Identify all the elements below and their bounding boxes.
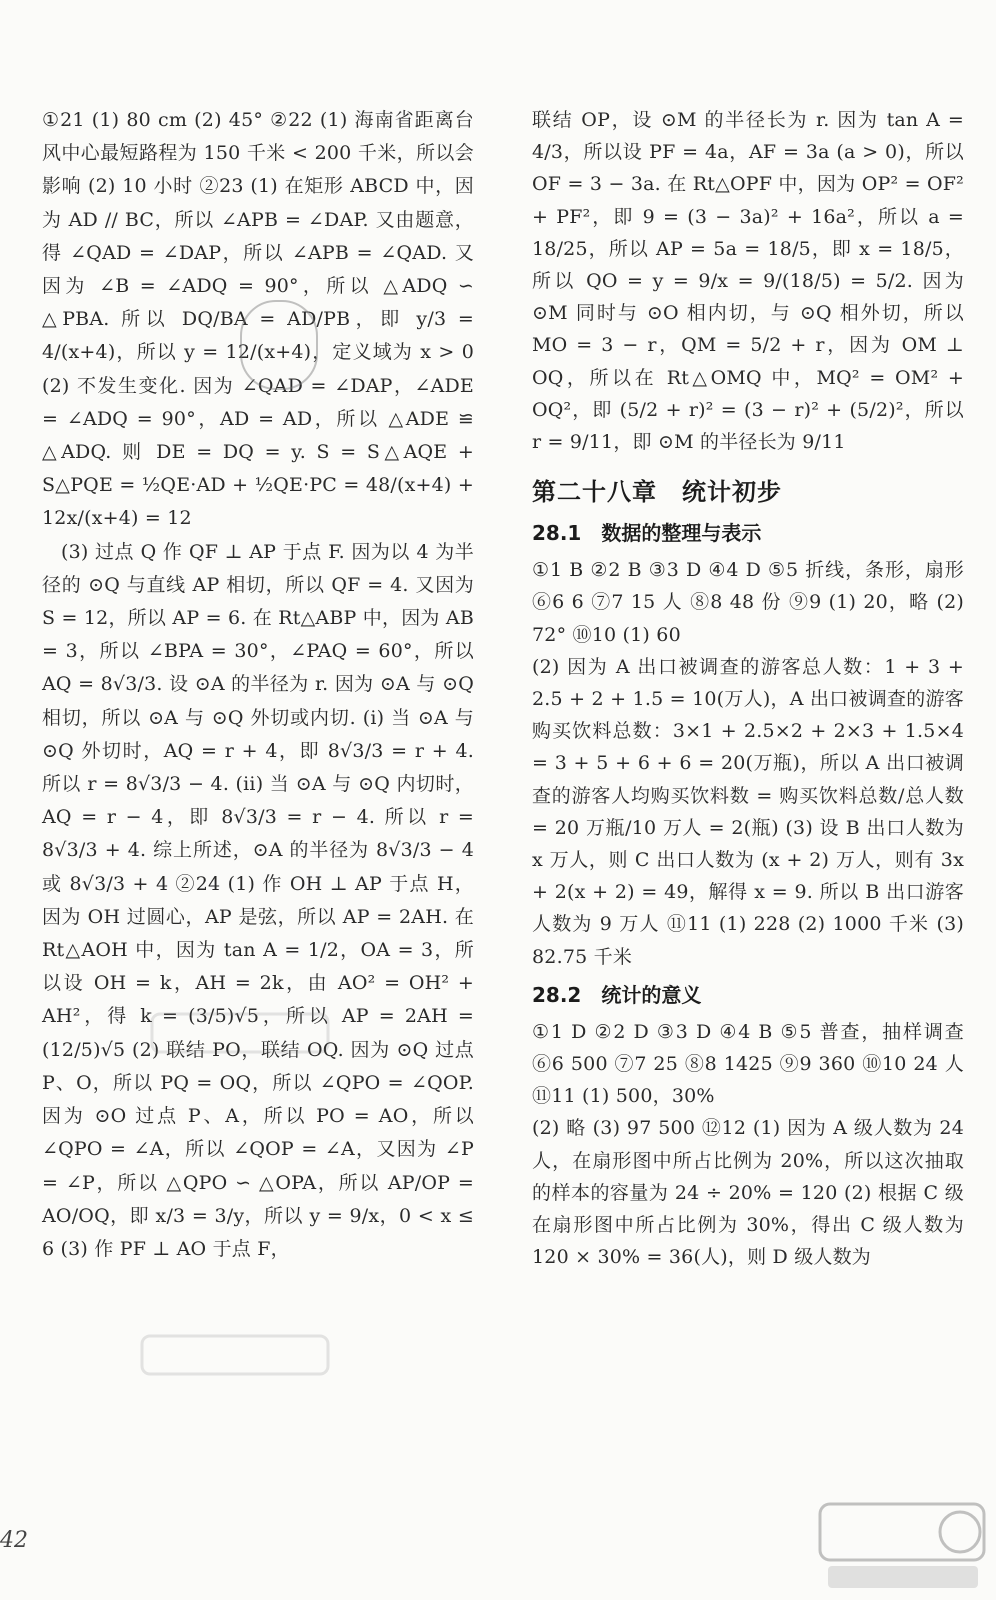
section-28-1-answers: ①1 B ②2 B ③3 D ④4 D ⑤5 折线，条形，扇形 ⑥6 6 ⑦7 15 人 ⑧8 48 份 ⑨9 (1) 20，略 (2) 72° ⑩10 (1) 60: [532, 559, 964, 646]
chapter-title: 第二十八章 统计初步: [532, 478, 782, 507]
stamp-mark: [240, 300, 318, 390]
left-paragraph-2: (3) 过点 Q 作 QF ⊥ AP 于点 F. 因为以 4 为半径的 ⊙Q 与直线 AP 相切，所以 QF = 4. 又因为 S = 12，所以 AP = 6. 在 Rt△ABP 中，因为 AB = 3，所以 ∠BPA = 30°，∠PAQ = 60°，所以 AQ = 8√3/3. 设 ⊙A 的半径为 r. 因为 ⊙A 与 ⊙Q 相切，所以 ⊙A 与 ⊙Q 外切或内切. (i) 当 ⊙A 与 ⊙Q 外切时，AQ = r + 4，即 8√3/3 = r + 4. 所以 r = 8√3/3 − 4. (ii) 当 ⊙A 与 ⊙Q 内切时，AQ = r − 4，即 8√3/3 = r − 4. 所以 r = 8√3/3 + 4. 综上所述，⊙A 的半径为 8√3/3 − 4 或 8√3/3 + 4 ②24 (1) 作 OH ⊥ AP 于点 H，因为 OH 过圆心，AP 是弦，所以 AP = 2AH. 在 Rt△AOH 中，因为 tan A = 1/2，OA = 3，所以设 OH = k，AH = 2k，由 AO² = OH² + AH²，得 k = (3/5)√5，所以 AP = 2AH = (12/5)√5 (2) 联结 PO，联结 OQ. 因为 ⊙Q 过点 P、O，所以 PQ = OQ，所以 ∠QPO = ∠QOP. 因为 ⊙O 过点 P、A，所以 PO = AO，所以 ∠QPO = ∠A，所以 ∠QOP = ∠A，又因为 ∠P = ∠P，所以 △QPO ∽ △OPA，所以 AP/OP = AO/OQ，即 x/3 = 3/y，所以 y = 9/x，0 < x ≤ 6 (3) 作 PF ⊥ AO 于点 F，: [42, 540, 474, 1260]
section-28-2-answers: ①1 D ②2 D ③3 D ④4 B ⑤5 普查，抽样调查 ⑥6 500 ⑦7 25 ⑧8 1425 ⑨9 360 ⑩10 24 人 ⑪11 (1) 500，30%: [532, 1020, 964, 1108]
left-paragraph-1: ①21 (1) 80 cm (2) 45° ②22 (1) 海南省距离台风中心最短路程为 150 千米 < 200 千米，所以会影响 (2) 10 小时 ②23 (1) 在矩形 ABCD 中，因为 AD // BC，所以 ∠APB = ∠DAP. 又由题意，得 ∠QAD = ∠DAP，所以 ∠APB = ∠QAD. 又因为 ∠B = ∠ADQ = 90°，所以 △ADQ ∽ △PBA. 所以 DQ/BA = AD/PB，即 y/3 = 4/(x+4)，所以 y = 12/(x+4)，定义域为 x > 0 (2) 不发生变化. 因为 ∠QAD = ∠DAP，∠ADE = ∠ADQ = 90°，AD = AD，所以 △ADE ≌ △ADQ. 则 DE = DQ = y. S = S△AQE + S△PQE = ½QE·AD + ½QE·PC = 48/(x+4) + 12x/(x+4) = 12: [42, 109, 474, 530]
left-column: [42, 104, 474, 1266]
right-column: [532, 104, 964, 1274]
section-title-28-2: 28.2 统计的意义: [532, 982, 702, 1007]
page-number: 42: [0, 1528, 28, 1553]
section-28-1-solution: (2) 因为 A 出口被调查的游客总人数：1 + 3 + 2.5 + 2 + 1.5 = 10(万人)，A 出口被调查的游客购买饮料总数：3×1 + 2.5×2 + 2×3 + 1.5×4 = 3 + 5 + 6 + 6 = 20(万瓶)，所以 A 出口被调查的游客人均购买饮料数 = 购买饮料总数/总人数 = 20 万瓶/10 万人 = 2(瓶) (3) 设 B 出口人数为 x 万人，则 C 出口人数为 (x + 2) 万人，则有 3x + 2(x + 2) = 49，解得 x = 9. 所以 B 出口游客人数为 9 万人 ⑪11 (1) 228 (2) 1000 千米 (3) 82.75 千米: [532, 655, 964, 968]
site-logo-icon: [818, 1502, 986, 1594]
section-title-28-1: 28.1 数据的整理与表示: [532, 521, 762, 546]
watermark: [150, 1008, 330, 1067]
section-28-2-solution: (2) 略 (3) 97 500 ⑫12 (1) 因为 A 级人数为 24 人，在扇形图中所占比例为 20%，所以这次抽取的样本的容量为 24 ÷ 20% = 120 (2) 根据 C 级在扇形图中所占比例为 30%，得出 C 级人数为 120 × 30% = 36(人)，则 D 级人数为: [532, 1117, 964, 1269]
right-continuation: 联结 OP，设 ⊙M 的半径长为 r. 因为 tan A = 4/3，所以设 PF = 4a，AF = 3a (a > 0)，所以 OF = 3 − 3a. 在 Rt△OPF 中，因为 OP² = OF² + PF²，即 9 = (3 − 3a)² + 16a²，所以 a = 18/25，所以 AP = 5a = 18/5，即 x = 18/5，所以 QO = y = 9/x = 9/(18/5) = 5/2. 因为 ⊙M 同时与 ⊙O 相内切，与 ⊙Q 相外切，所以 MO = 3 − r，QM = 5/2 + r，因为 OM ⊥ OQ，所以在 Rt△OMQ 中，MQ² = OM² + OQ²，即 (5/2 + r)² = (3 − r)² + (5/2)²，所以 r = 9/11，即 ⊙M 的半径长为 9/11: [532, 109, 964, 454]
watermark: [140, 1330, 330, 1389]
